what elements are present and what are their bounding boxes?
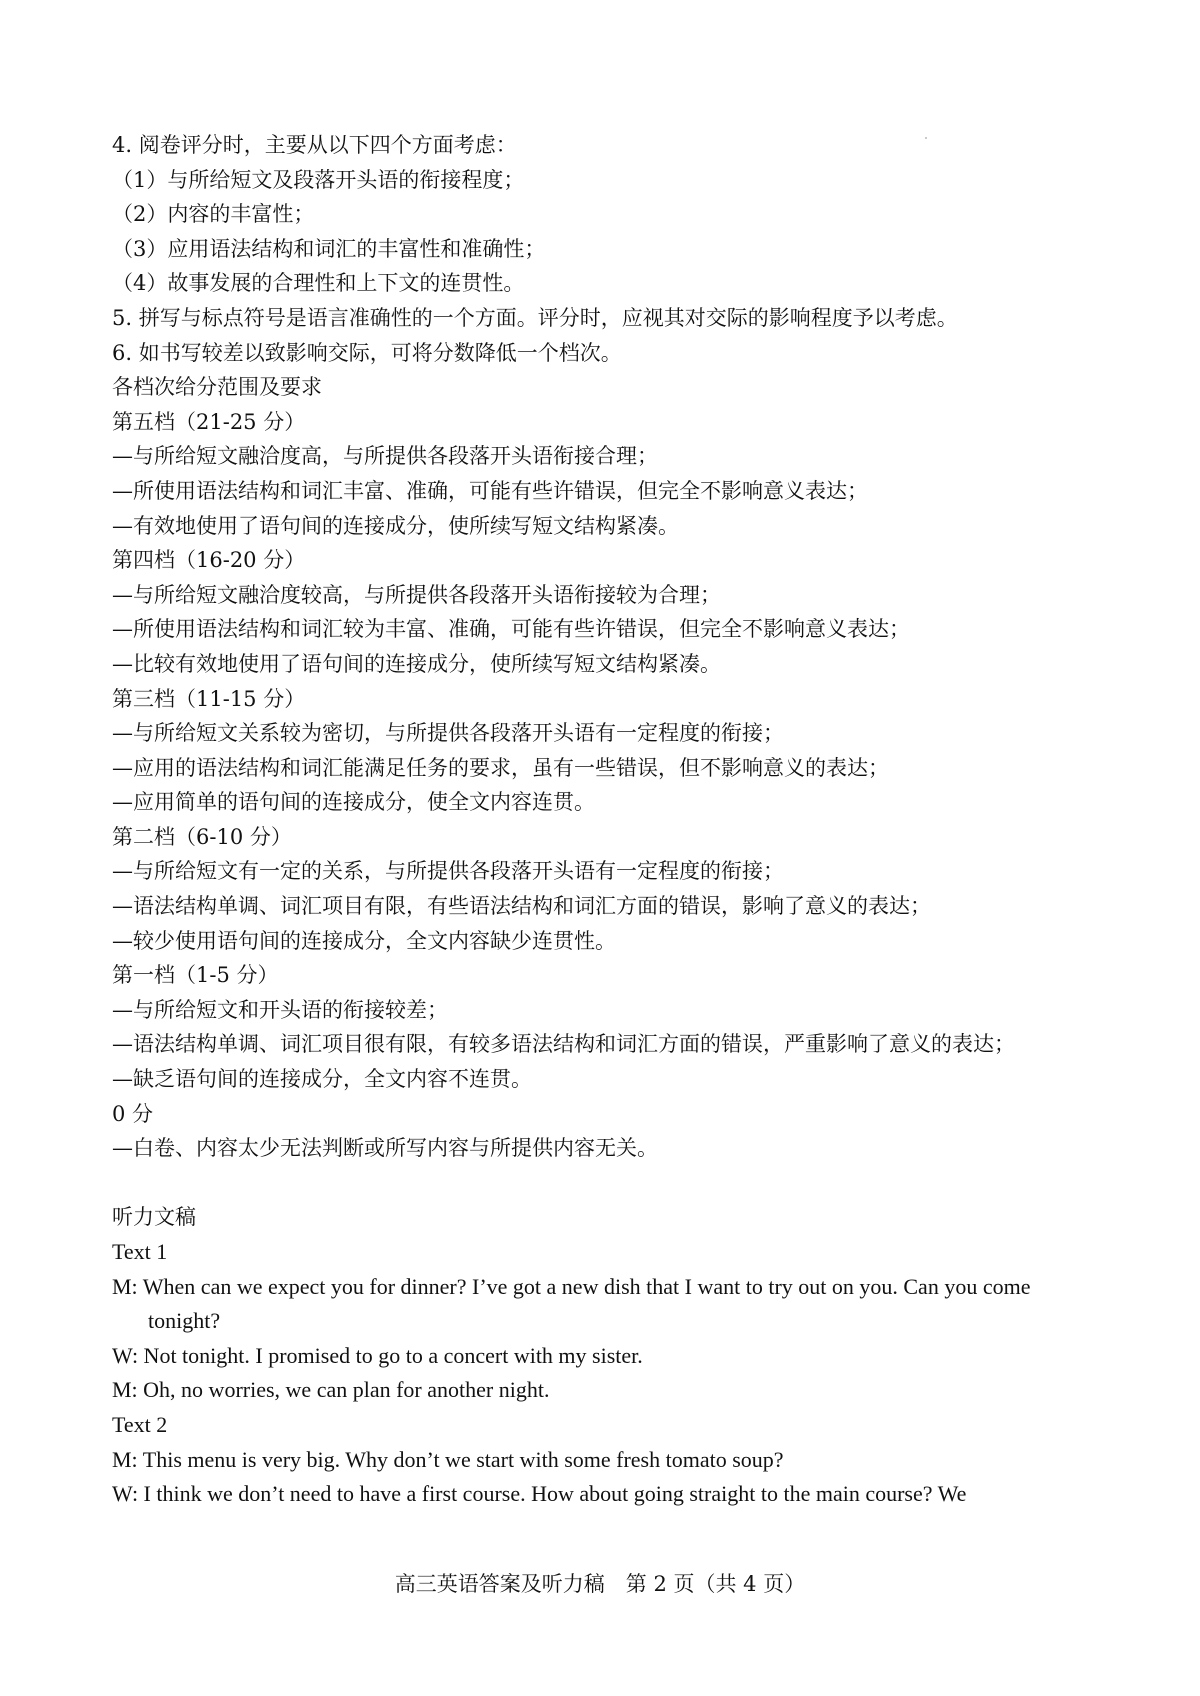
level-item: —应用简单的语句间的连接成分，使全文内容连贯。: [112, 790, 595, 815]
section-spacer: [112, 1166, 1102, 1201]
scoring-note: 6. 如书写较差以致影响交际，可将分数降低一个档次。: [112, 340, 622, 365]
dialogue-line: W: I think we don’t need to have a first course. How about going straight to the main course? We: [112, 1481, 967, 1507]
level-4: [112, 543, 1102, 681]
level-item: —有效地使用了语句间的连接成分，使所续写短文结构紧凑。: [112, 513, 679, 538]
level-item: —较少使用语句间的连接成分，全文内容缺少连贯性。: [112, 928, 616, 953]
scoring-note: 5. 拼写与标点符号是语言准确性的一个方面。评分时，应视其对交际的影响程度予以考虑。: [112, 305, 958, 330]
level-item: —与所给短文有一定的关系，与所提供各段落开头语有一定程度的衔接；: [112, 859, 784, 884]
level-heading: 第二档（6-10 分）: [112, 824, 292, 849]
level-3: [112, 682, 1102, 820]
transcript-text-1: [112, 1235, 1102, 1408]
level-item: —应用的语法结构和词汇能满足任务的要求，虽有一些错误，但不影响意义的表达；: [112, 755, 889, 780]
scoring-note: （4）故事发展的合理性和上下文的连贯性。: [112, 271, 525, 296]
level-item: —与所给短文关系较为密切，与所提供各段落开头语有一定程度的衔接；: [112, 721, 784, 746]
level-heading: 0 分: [112, 1101, 154, 1126]
level-item: —语法结构单调、词汇项目有限，有些语法结构和词汇方面的错误，影响了意义的表达；: [112, 894, 931, 919]
dialogue-line: M: When can we expect you for dinner? I’ve got a new dish that I want to try out on you. Can you come tonight?: [112, 1273, 1031, 1334]
level-item: —与所给短文融洽度高，与所提供各段落开头语衔接合理；: [112, 444, 658, 469]
level-item: —所使用语法结构和词汇较为丰富、准确，可能有些许错误，但完全不影响意义表达；: [112, 617, 910, 642]
text-label: Text 2: [112, 1411, 168, 1437]
level-item: —缺乏语句间的连接成分，全文内容不连贯。: [112, 1067, 532, 1092]
dialogue-line: W: Not tonight. I promised to go to a concert with my sister.: [112, 1342, 643, 1368]
scoring-notes: [112, 128, 1102, 370]
level-heading: 第五档（21-25 分）: [112, 409, 306, 434]
levels-title: 各档次给分范围及要求: [112, 375, 322, 400]
level-item: —与所给短文和开头语的衔接较差；: [112, 997, 448, 1022]
listening-title: 听力文稿: [112, 1205, 196, 1230]
level-5: [112, 405, 1102, 543]
page-footer: 高三英语答案及听力稿 第 2 页（共 4 页）: [394, 1572, 806, 1596]
text-label: Text 1: [112, 1239, 168, 1264]
level-item: —与所给短文融洽度较高，与所提供各段落开头语衔接较为合理；: [112, 582, 721, 607]
level-heading: 第四档（16-20 分）: [112, 548, 306, 573]
level-item: —语法结构单调、词汇项目很有限，有较多语法结构和词汇方面的错误，严重影响了意义的表达；: [112, 1032, 1015, 1057]
level-2: [112, 820, 1102, 958]
scoring-note: （1）与所给短文及段落开头语的衔接程度；: [112, 167, 525, 192]
level-heading: 第一档（1-5 分）: [112, 963, 279, 988]
transcript-text-2: [112, 1408, 1102, 1512]
scoring-note: （3）应用语法结构和词汇的丰富性和准确性；: [112, 236, 546, 261]
level-item: —比较有效地使用了语句间的连接成分，使所续写短文结构紧凑。: [112, 651, 721, 676]
level-1: [112, 958, 1102, 1096]
dialogue-line: M: This menu is very big. Why don’t we start with some fresh tomato soup?: [112, 1446, 784, 1472]
scoring-note: 4. 阅卷评分时，主要从以下四个方面考虑：: [112, 133, 517, 157]
page-content: [112, 128, 1102, 1512]
scoring-note: （2）内容的丰富性；: [112, 202, 315, 227]
level-item: —所使用语法结构和词汇丰富、准确，可能有些许错误，但完全不影响意义表达；: [112, 478, 868, 503]
level-item: —白卷、内容太少无法判断或所写内容与所提供内容无关。: [112, 1136, 658, 1161]
dialogue-line: M: Oh, no worries, we can plan for another night.: [112, 1377, 550, 1403]
level-heading: 第三档（11-15 分）: [112, 686, 306, 711]
level-0: [112, 1097, 1102, 1166]
